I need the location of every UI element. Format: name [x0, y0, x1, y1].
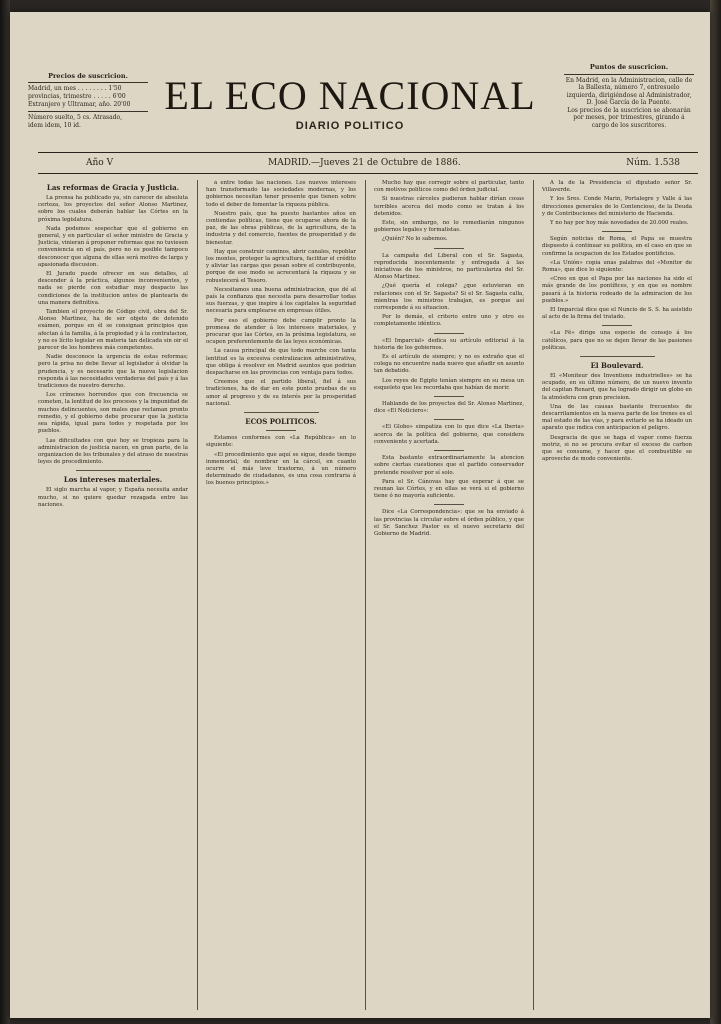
price-line: Extranjero y Ultramar, año. 20'00 [28, 101, 131, 108]
paragraph: Si nuestras cárceles pudieran hablar dirían cosas terribles acerca del modo como se tratan á los detenidos. [374, 196, 524, 217]
separator [580, 356, 655, 357]
newspaper-page [10, 12, 710, 1018]
paragraph: «El Globo» simpatiza con lo que dice «La Iberia» acerca de la política del gobierno, que considera conveniente y acertada. [374, 424, 524, 445]
paragraph: Esta bastante extraordinariamente la atencion sobre ciertas cuestiones que el partido conservador pretende resolver por sí solo. [374, 455, 524, 476]
paragraph: Las dificultades con que hoy se tropieza para la administracion de justicia nacen, en gran parte, de la organizacion de los tribunales y del atraso de nuestras leyes de procedimiento. [38, 437, 188, 466]
article-heading: Los intereses materiales. [63, 475, 163, 485]
paragraph: «La Unión» copia unas palabras del «Monitor de Roma», que dice lo siguiente: [542, 259, 692, 274]
points-heading: Puntos de suscricion. [589, 63, 669, 71]
separator [434, 333, 464, 334]
paragraph: Una de las causas bastante frecuentes de descarrilamientos en la nueva parte de los trenes es el mal estado de las vías, y para evitarlo se ha ideado un aparato que indica con anticipacion el peligro. [542, 403, 692, 432]
paragraph: Hablando de los proyectos del Sr. Alonso Martinez, dice «El Noticiero»: [374, 401, 524, 415]
paragraph: Los reyes de Egipto tenían siempre en su mesa un esqueleto que les recordaba que habían de morir. [374, 377, 524, 391]
paragraph: Esto, sin embargo, no lo remediarán ningunos gobiernos legales y formalistas. [374, 220, 524, 234]
price-note: idem idem, 10 id. [28, 122, 81, 129]
prices-heading: Precios de suscricion. [48, 72, 128, 80]
price-line: provincias, trimestre . . . . . 6'00 [28, 93, 126, 100]
separator [434, 450, 464, 451]
columns [38, 180, 698, 1010]
book-spine [0, 0, 10, 1024]
subscription-prices [28, 72, 148, 130]
paragraph: á entre todas las naciones. Los nuevos intereses han transformado las sociedades modernas, y los gobiernos necesitan tener presente que tienen sobre todo el deber de fomentar la riqueza pública. [206, 180, 356, 208]
paragraph: Creemos que el partido liberal, fiel á sus tradiciones, ha de dar en este punto pruebas de su amor al progreso y de su interés por la prosperidad nacional. [206, 379, 356, 407]
paragraph: Por eso el gobierno debe cumplir pronto la promesa de atender á los intereses materiales, y procurar que las Córtes, en la próxima legislatura, se ocupen preferentemente de las leyes económicas. [206, 317, 356, 346]
paragraph: Y no hay por hoy más novedades de 20.000 reales. [550, 220, 689, 227]
separator [602, 231, 632, 232]
paragraph: La causa principal de que todo marche con tanta lentitud es la excesiva centralizacion administrativa, que obliga á resolver en Madrid asuntos que podrian despacharse en las provincias con ventaja para todos. [206, 348, 356, 377]
paragraph: A la de la Presidencia el diputado señor Sr. Villaverde. [542, 180, 692, 194]
paragraph: Tambien el proyecto de Código civil, obra del Sr. Alonso Martinez, ha de ser objeto de detenido exámen, porque en él se consignan principios que afectan á la familia, á la propiedad y á la contratacion, y no es lícito legislar en materia tan delicada sin oir el parecer de los hombres más competentes. [38, 309, 188, 352]
paragraph: El «Moniteur des Inventions industrielles» se ha ocupado, en su último número, de un nuevo invento del capitan Renard, que ha logrado dirigir un globo en la atmósfera con gran precision. [542, 373, 692, 401]
column-1 [38, 180, 188, 1010]
separator [266, 430, 296, 431]
paragraph: Nada podemos sospechar que el gobierno en general, y en particular el señor ministro de Gracia y Justicia, vinieran á proponer reformas que no tuviesen conveniencia en el país, pero no es posible tampoco desconocer que alguna de ellas será motivo de larga y apasionada discusion. [38, 225, 188, 268]
separator [602, 325, 632, 326]
paragraph: ¿Qué quería el colega? ¿que estuvieran en relaciones con el Sr. Sagasta? Si el Sr. Sagasta calla, mientras los ministros trabajan, es porque así corresponde á su situacion. [374, 283, 524, 312]
paragraph: Por lo demás, el criterio entre uno y otro es completamente idéntico. [374, 314, 524, 328]
paragraph: Necesitamos una buena administracion, que dé al país la confianza que necesita para desarrollar todas sus fuerzas, y que inspire á los capitales la seguridad necesaria para emplearse en empresas útiles. [206, 286, 356, 315]
paragraph: La campaña del Liberal con el Sr. Sagasta, reproducida inocentemente y entregada á las iniciativas de los ministros, no particulariza del Sr. Alonso Martinez. [374, 252, 524, 281]
paragraph: Es el artículo de siempre; y no es extraño que el colega no encuentre nada nuevo que añadir en asunto tan debatido. [374, 354, 524, 375]
paragraph: Para el Sr. Cánovas hay que esperar á que se reunan las Córtes, y en ellas se verá si el gobierno tiene ó no mayoría suficiente. [374, 478, 524, 500]
paragraph: La prensa ha publicado ya, sin carecer de absoluta certeza, los proyectos del señor Alonso Martinez, sobre los cuales deberán hablar las Córtes en la próxima legislatura. [38, 195, 188, 223]
column-3 [374, 180, 524, 1010]
issue-number: Núm. 1.538 [626, 158, 680, 168]
article-heading: Las reformas de Gracia y Justicia. [46, 183, 180, 192]
column-4 [542, 180, 692, 1010]
points-text: Los precios de la suscricion se abonarán por meses, por trimestres, girando á cargo de los suscritores. [567, 106, 691, 129]
separator [434, 396, 464, 397]
article-heading: ECOS POLITICOS. [245, 417, 317, 427]
paragraph: «La Fé» dirige una especie de consejo á los católicos, para que no se dejen llevar de las pasiones políticas. [542, 330, 692, 351]
paragraph: Estamos conformes con «La República» en lo siguiente: [206, 435, 356, 449]
separator [244, 412, 319, 413]
paragraph: Nuestro país, que ha puesto bastantes años en contiendas políticas, tiene que ocuparse ahora de la paz, de las obras públicas, de la agricultura, de la industria y del comercio, fuentes de prosperidad y de bienestar. [206, 210, 356, 246]
price-line: Madrid, un mes . . . . . . . . 1'50 [28, 85, 122, 92]
paragraph: El siglo marcha al vapor, y España necesita andar mucho, si no quiere quedar rezagada entre las naciones. [38, 487, 188, 508]
column-rule [197, 180, 198, 1010]
paragraph: «El Imparcial» dedica su artículo editorial á la historia de los gobiernos. [374, 337, 524, 351]
paragraph: Según noticias de Roma, el Papa se muestra dispuesto á continuar su politica, en el caso en que se confirme la ocupacion de los Estados pontificios. [542, 236, 692, 257]
paragraph: «El procedimiento que aquí se sigue, desde tiempo inmemorial, de nombrar en la cárcel, en cuanto ocurre el más leve trastorno, á un número determinado de ciudadanos, es una cosa contraria á los buenos principios.» [206, 451, 356, 487]
column-rule [533, 180, 534, 1010]
separator [434, 504, 464, 505]
book-edge [710, 0, 721, 1024]
paragraph: ¿Quién? No lo sabemos. [382, 236, 448, 243]
subscription-points [564, 64, 694, 129]
separator [76, 470, 151, 471]
paragraph: Nadie desconoce la urgencia de estas reformas; pero la prisa no debe llevar al legislador á olvidar la prudencia, y es necesario que la nueva legislacion responda á las necesidades verdaderas del país y á las tradiciones de nuestro derecho. [38, 354, 188, 390]
column-2 [206, 180, 356, 1010]
separator [434, 419, 464, 420]
paragraph: Hay que construir caminos, abrir canales, repoblar los montes, proteger la agricultura, facilitar el crédito y aliviar las cargas que pesan sobre el contribuyente, porque de ese modo se acrecentará la riqueza y se robustecerá el Tesoro. [206, 248, 356, 284]
price-note: Número suelto, 5 cs. Atrasado, [28, 114, 123, 121]
paragraph: El Imparcial dice que el Nuncio de S. S. ha asistido al acto de la firma del tratado. [542, 307, 692, 321]
column-rule [365, 180, 366, 1010]
paragraph: «Creo en que el Papa por las naciones ha sido el más grande de los pontífices, y en que su nombre pasará á la historia rodeado de la admiracion de los pueblos.» [542, 276, 692, 304]
separator [434, 248, 464, 249]
date-label: MADRID.—Jueves 21 de Octubre de 1886. [268, 158, 461, 168]
newspaper-subtitle: DIARIO POLITICO [295, 120, 405, 132]
year-label: Año V [86, 158, 114, 168]
points-text: En Madrid, en la Administracion, calle de la Ballesta, número 7, entresuelo izquierda, dirigiéndose al Administrador, D. José García de la Puente. [565, 76, 693, 106]
paragraph: Desgracia de que se haga el vapor como fuerza motriz, si no se procura evitar el exceso de carbon que se consume, y hacer que el combustible se aproveche de modo conveniente. [542, 434, 692, 463]
article-heading: El Boulevard. [590, 361, 644, 371]
paragraph: Los crímenes horrendos que con frecuencia se cometen, la lentitud de los procesos y la impunidad de muchos delincuentes, son males que reclaman pronto remedio, y el gobierno debe procurar que la justicia sea rápida, igual para todos y respetada por los pueblos. [38, 392, 188, 435]
dateline [38, 152, 698, 174]
paragraph: Mucho hay que corregir sobre el particular, tanto con motivos políticos como del órden judicial. [374, 180, 524, 194]
paragraph: Y los Sres. Conde Marin, Portalegre y Valle á las direcciones generales de lo Contencioso, de la Deuda y de Contribuciones del ministerio de Hacienda. [542, 196, 692, 217]
masthead [150, 74, 550, 132]
paragraph: El Jurado puede ofrecer en sus detalles, al descender á la práctica, algunos inconvenientes, y nada se pierde con estudiar muy despacio las condiciones de la institucion antes de plantearla de una manera definitiva. [38, 271, 188, 306]
paragraph: Dice «La Correspondencia»: que se ha enviado á las provincias la circular sobre el órden público, y que el Sr. Sanchez Pastor es el nuevo secretario del Gobierno de Madrid. [374, 509, 524, 537]
newspaper-title: EL ECO NACIONAL [164, 73, 536, 118]
